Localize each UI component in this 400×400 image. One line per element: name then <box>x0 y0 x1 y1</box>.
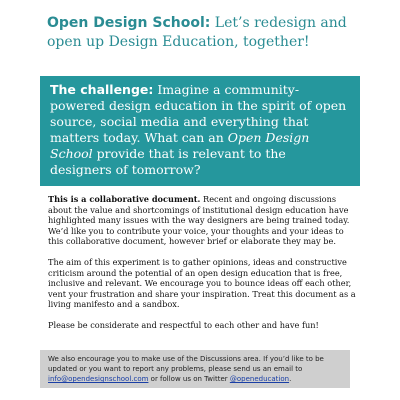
paragraph-aim: The aim of this experiment is to gather opinions, ideas and constructive criticism around the potential of an open design education that is free, inclusive and relevant. We encourage you to bounce ideas off each other, vent your frustration and share your inspiration. Treat this document as a living manifesto and a sandbox. <box>48 256 356 310</box>
paragraph-intro <box>48 194 360 247</box>
intro-text: Recent and ongoing discussions about the value and shortcomings of institutional design education have highlighted many issues with the way designers are being trained today. We’d like you to contribute your voice, your thoughts and your ideas to this collaborative document, however brief or elaborate they may be. <box>48 194 350 247</box>
challenge-text-before: Imagine a community-powered design education in the spirit of open source, social media and everything that matters today. What can an <box>50 82 347 145</box>
email-link[interactable]: info@opendesignschool.com <box>48 375 149 383</box>
intro-bold: This is a collaborative document. <box>48 194 201 204</box>
challenge-box <box>40 76 360 186</box>
brand-name: Open Design School: <box>47 15 211 31</box>
challenge-text-after: provide that is relevant to the designers of tomorrow? <box>50 146 286 177</box>
twitter-link[interactable]: @openeducation <box>229 375 290 383</box>
footer-note <box>40 350 350 388</box>
page-title <box>47 14 377 52</box>
challenge-lead: The challenge: <box>50 82 154 97</box>
footer-text-1: We also encourage you to make use of the Discussions area. If you’d like to be updated or you want to report any problems, please send us an email to <box>48 355 324 373</box>
title-text: Let’s redesign and open up Design Education, together! <box>47 15 347 50</box>
document-body[interactable] <box>48 194 360 341</box>
footer-text-2: or follow us on Twitter <box>148 375 230 383</box>
paragraph-closing: Please be considerate and respectful to each other and have fun! <box>48 319 319 330</box>
challenge-emphasis: Open Design School <box>50 130 310 161</box>
footer-text-3: . <box>289 375 292 383</box>
